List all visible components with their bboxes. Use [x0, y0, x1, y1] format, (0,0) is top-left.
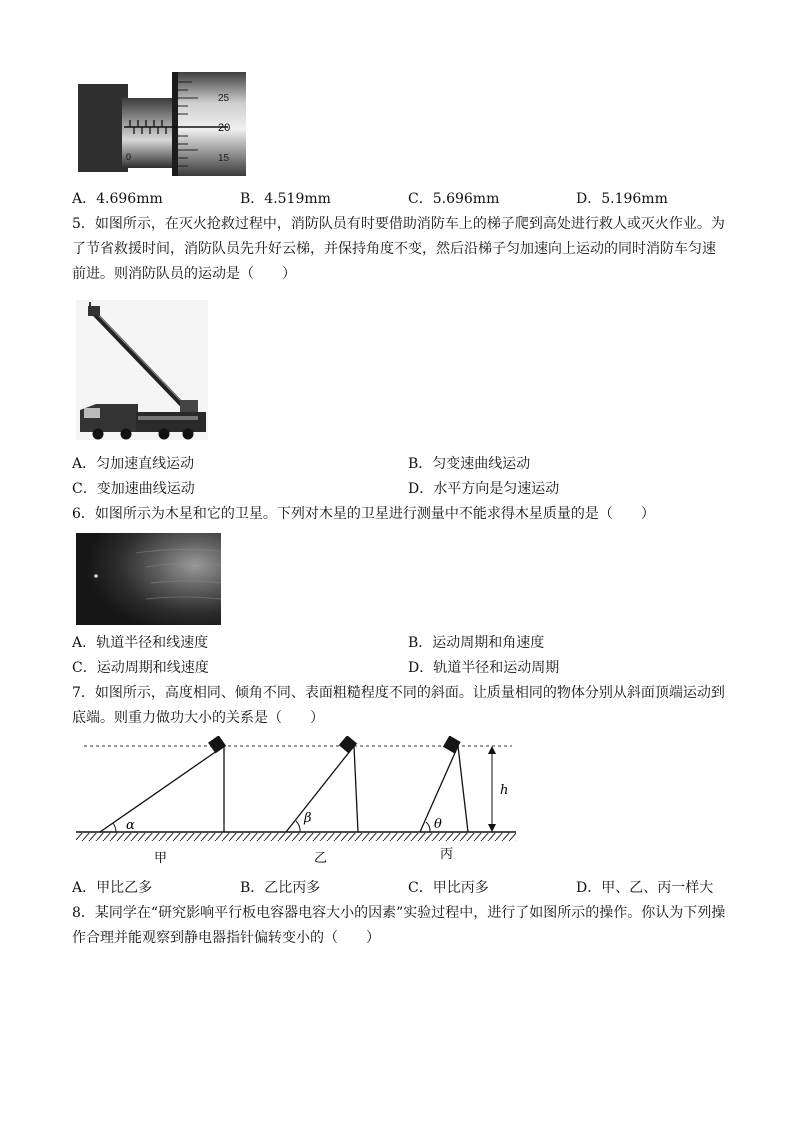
label-yi: 乙: [314, 851, 328, 866]
q6-option-d: D．轨道半径和运动周期: [408, 660, 560, 676]
scale-15: 15: [218, 153, 230, 164]
q7-option-d: D．甲、乙、丙一样大: [576, 880, 714, 896]
q7-option-c: C．甲比丙多: [408, 880, 489, 896]
q6-stem: 6．如图所示为木星和它的卫星。下列对木星的卫星进行测量中不能求得木星质量的是（ ）: [72, 506, 655, 522]
q5-stem-line3: 前进。则消防队员的运动是（ ）: [72, 266, 296, 282]
q8-stem-line1: 8．某同学在“研究影响平行板电容器电容大小的因素”实验过程中，进行了如图所示的操作。你认为下列操: [72, 905, 726, 921]
q5-stem-line2: 了节省救援时间，消防队员先升好云梯，并保持角度不变，然后沿梯子匀加速向上运动的同时消防车匀速: [72, 241, 716, 257]
q5-stem-line1: 5．如图所示，在灭火抢救过程中，消防队员有时要借助消防车上的梯子爬到高处进行救人或灭火作业。为: [72, 216, 725, 232]
satellite-dot: [94, 574, 98, 578]
q5-option-b: B．匀变速曲线运动: [408, 456, 531, 472]
q4-option-a: A．4.696mm: [72, 191, 163, 207]
angle-alpha: α: [126, 818, 135, 833]
height-label-h: h: [500, 783, 509, 798]
angle-beta: β: [304, 811, 312, 826]
scale-25: 25: [218, 93, 230, 104]
q7-option-a: A．甲比乙多: [72, 880, 153, 896]
label-bing: 丙: [440, 847, 454, 862]
q4-option-c: C．5.696mm: [408, 191, 500, 207]
q4-option-b: B．4.519mm: [240, 191, 331, 207]
q5-option-a: A．匀加速直线运动: [72, 456, 195, 472]
q7-stem-line2: 底端。则重力做功大小的关系是（ ）: [72, 710, 324, 726]
ladder-basket: [88, 306, 100, 316]
q6-option-a: A．轨道半径和线速度: [72, 635, 209, 651]
q7-stem-line1: 7．如图所示，高度相同、倾角不同、表面粗糙程度不同的斜面。让质量相同的物体分别从斜面顶端运动到: [72, 685, 725, 701]
scale-0: 0: [126, 152, 132, 162]
incline-jia: [100, 746, 224, 832]
truck-body: [136, 412, 206, 432]
jupiter-figure: [76, 533, 221, 625]
q4-option-d: D．5.196mm: [576, 191, 668, 207]
q6-option-c: C．运动周期和线速度: [72, 660, 209, 676]
scale-20: 20: [218, 122, 231, 134]
incline-yi: [286, 746, 354, 832]
micrometer-figure: [78, 70, 248, 176]
q7-option-b: B．乙比丙多: [240, 880, 321, 896]
q8-stem-line2: 作合理并能观察到静电器指针偏转变小的（ ）: [72, 930, 380, 946]
angle-theta: θ: [434, 817, 442, 832]
fire-truck-figure: [76, 300, 208, 440]
q5-option-d: D．水平方向是匀速运动: [408, 481, 560, 497]
inclined-planes-figure: [76, 736, 516, 868]
label-jia: 甲: [154, 851, 168, 866]
q6-option-b: B．运动周期和角速度: [408, 635, 545, 651]
q5-option-c: C．变加速曲线运动: [72, 481, 195, 497]
